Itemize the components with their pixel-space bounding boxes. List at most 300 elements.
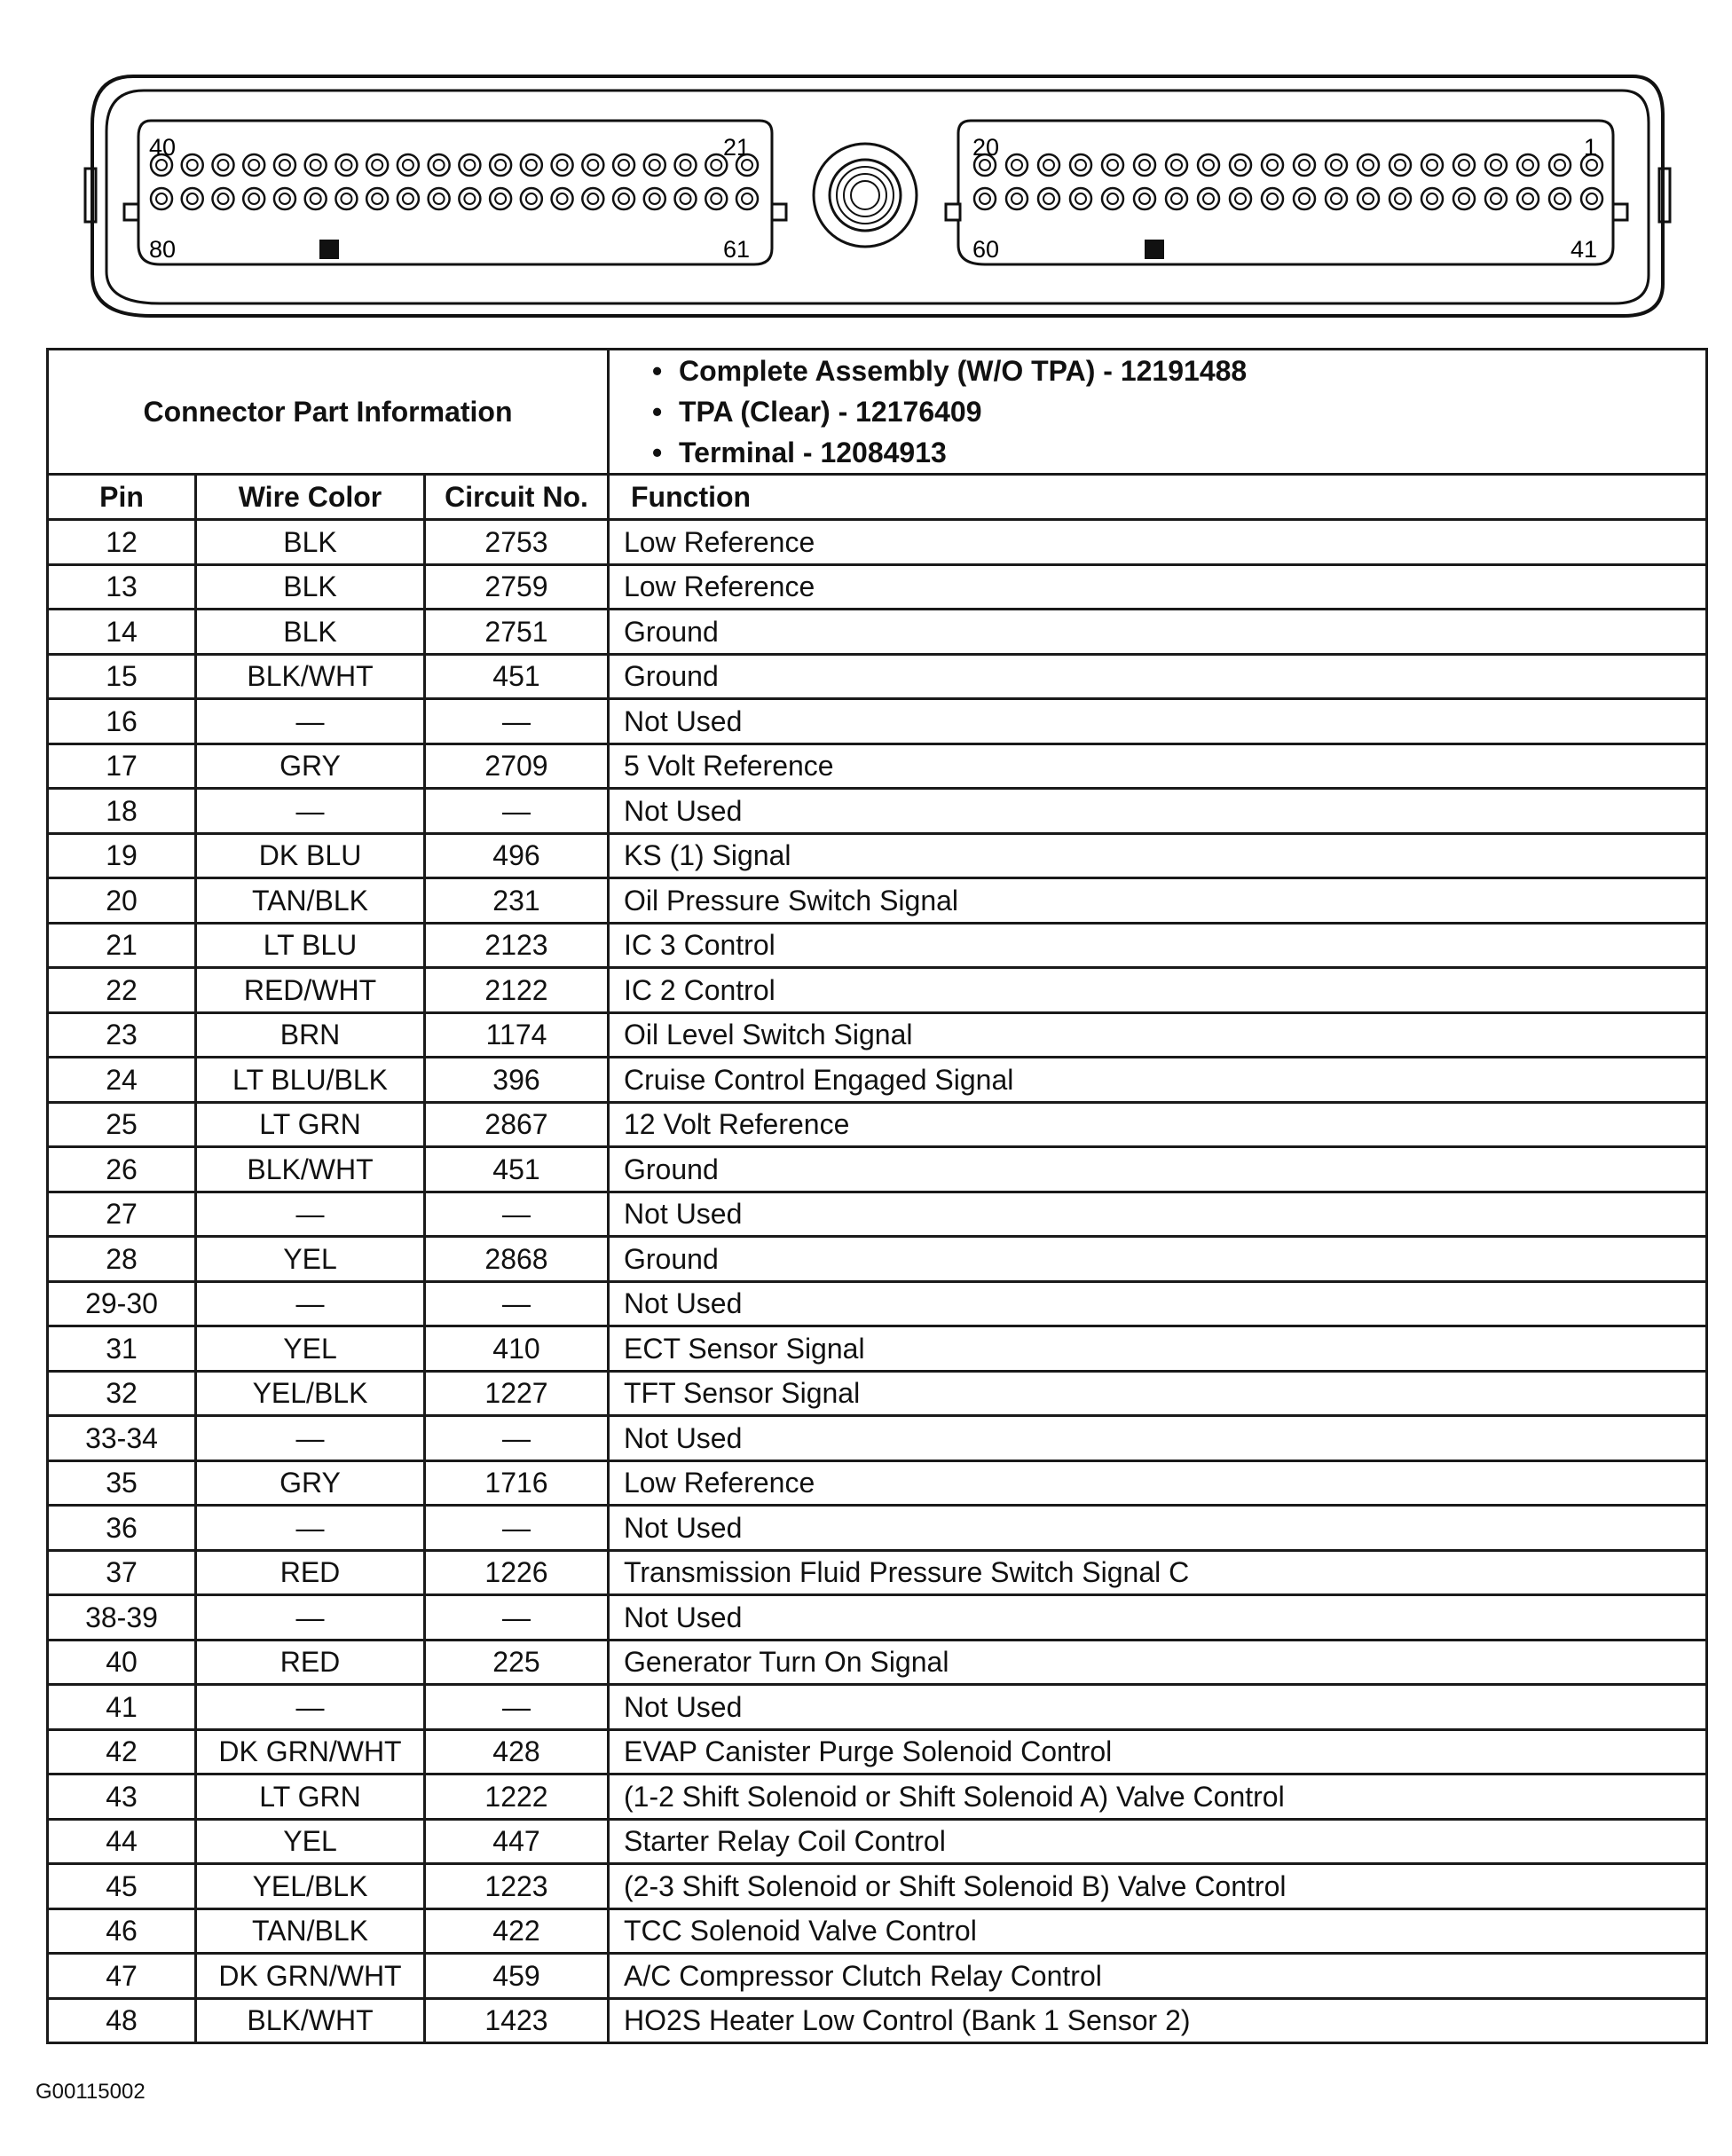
pin-socket-inner <box>1267 193 1278 204</box>
pin-cell: 37 <box>48 1550 196 1595</box>
table-row <box>48 878 1707 924</box>
pin-socket-inner <box>1203 193 1214 204</box>
pin-socket-inner <box>557 160 568 170</box>
pin-socket <box>1038 188 1059 209</box>
table-row <box>48 1819 1707 1864</box>
circuit-cell: 428 <box>425 1729 609 1774</box>
pin-cell: 40 <box>48 1640 196 1685</box>
pin-socket-inner <box>279 160 290 170</box>
pin-socket <box>521 154 542 176</box>
table-row <box>48 1864 1707 1909</box>
header-function: Function <box>609 475 1707 520</box>
table-body <box>48 520 1707 2043</box>
table-row <box>48 1281 1707 1326</box>
circuit-cell: 451 <box>425 654 609 699</box>
pin-socket <box>1453 154 1475 176</box>
wire-color-cell: YEL <box>196 1819 425 1864</box>
table-row <box>48 1058 1707 1103</box>
pin-cell: 25 <box>48 1102 196 1147</box>
wire-color-cell: — <box>196 1192 425 1237</box>
pin-socket-inner <box>248 160 259 170</box>
circuit-cell: — <box>425 1595 609 1641</box>
pin-socket-inner <box>980 193 990 204</box>
pin-socket-inner <box>1107 160 1118 170</box>
circuit-cell: — <box>425 1416 609 1461</box>
pin-socket <box>552 154 573 176</box>
wire-color-cell: RED/WHT <box>196 968 425 1013</box>
pin-socket-inner <box>1012 193 1022 204</box>
pin-socket-inner <box>980 160 990 170</box>
table-header-row <box>48 475 1707 520</box>
wire-color-cell: LT BLU <box>196 923 425 968</box>
pin-socket <box>1549 154 1571 176</box>
wire-color-cell: BLK <box>196 564 425 610</box>
table-row <box>48 789 1707 834</box>
pin-socket-inner <box>1491 193 1501 204</box>
pin-socket-inner <box>1395 193 1405 204</box>
circuit-cell: 1226 <box>425 1550 609 1595</box>
pin-socket <box>1262 154 1283 176</box>
function-cell: HO2S Heater Low Control (Bank 1 Sensor 2) <box>609 1998 1707 2043</box>
pin-socket-inner <box>311 193 321 204</box>
pin-socket-inner <box>1235 160 1246 170</box>
wire-color-cell: LT GRN <box>196 1774 425 1820</box>
pin-cell: 45 <box>48 1864 196 1909</box>
pin-socket-inner <box>1459 160 1469 170</box>
pin-socket <box>1421 154 1443 176</box>
circuit-cell: 1716 <box>425 1460 609 1506</box>
pin-socket-inner <box>217 193 228 204</box>
wire-color-cell: — <box>196 699 425 744</box>
pin-cell: 20 <box>48 878 196 924</box>
table-row <box>48 1237 1707 1282</box>
wire-color-cell: RED <box>196 1640 425 1685</box>
pin-cell: 27 <box>48 1192 196 1237</box>
pin-socket <box>182 188 203 209</box>
pin-socket-inner <box>217 160 228 170</box>
pin-socket-inner <box>526 160 537 170</box>
pin-label-60: 60 <box>972 236 1000 263</box>
pin-cell: 33-34 <box>48 1416 196 1461</box>
pin-socket-inner <box>464 160 475 170</box>
function-cell: TCC Solenoid Valve Control <box>609 1908 1707 1954</box>
right-pin-array <box>974 154 1602 209</box>
pin-socket-inner <box>1171 193 1182 204</box>
function-cell: 5 Volt Reference <box>609 744 1707 789</box>
function-cell: Low Reference <box>609 564 1707 610</box>
pin-socket <box>212 188 233 209</box>
pin-socket-inner <box>1139 193 1150 204</box>
pin-socket <box>1262 188 1283 209</box>
pin-socket-inner <box>742 193 752 204</box>
header-wire-color: Wire Color <box>196 475 425 520</box>
pin-socket-inner <box>681 160 691 170</box>
pin-socket <box>366 154 388 176</box>
wire-color-cell: DK BLU <box>196 833 425 878</box>
function-cell: Not Used <box>609 1685 1707 1730</box>
pin-cell: 48 <box>48 1998 196 2043</box>
pin-cell: 41 <box>48 1685 196 1730</box>
pin-cell: 29-30 <box>48 1281 196 1326</box>
pin-cell: 18 <box>48 789 196 834</box>
table-row <box>48 1102 1707 1147</box>
circuit-cell: 2759 <box>425 564 609 610</box>
pin-cell: 19 <box>48 833 196 878</box>
pin-socket-inner <box>1235 193 1246 204</box>
table-row <box>48 564 1707 610</box>
pin-socket <box>521 188 542 209</box>
part-info-item: • TPA (Clear) - 12176409 <box>652 396 982 428</box>
pin-label-40: 40 <box>149 134 177 161</box>
circuit-cell: 459 <box>425 1954 609 1999</box>
pin-socket <box>429 154 450 176</box>
pin-socket <box>613 154 634 176</box>
pin-cell: 38-39 <box>48 1595 196 1641</box>
pin-socket-inner <box>403 160 413 170</box>
pin-socket-inner <box>1395 160 1405 170</box>
pin-socket-inner <box>495 160 506 170</box>
wire-color-cell: YEL/BLK <box>196 1864 425 1909</box>
wire-color-cell: DK GRN/WHT <box>196 1954 425 1999</box>
pin-socket-inner <box>1491 160 1501 170</box>
pin-socket-inner <box>1299 160 1310 170</box>
pin-socket <box>1166 154 1187 176</box>
function-cell: ECT Sensor Signal <box>609 1326 1707 1372</box>
pin-cell: 12 <box>48 520 196 565</box>
pinout-table <box>46 348 1708 2044</box>
pin-socket <box>305 154 327 176</box>
pin-socket-inner <box>1586 160 1597 170</box>
pin-socket-inner <box>557 193 568 204</box>
pin-socket-inner <box>156 193 167 204</box>
pin-socket-inner <box>587 160 598 170</box>
function-cell: Not Used <box>609 1595 1707 1641</box>
circuit-cell: — <box>425 1192 609 1237</box>
pin-socket-inner <box>1043 160 1054 170</box>
table-row <box>48 1147 1707 1192</box>
pin-cell: 46 <box>48 1908 196 1954</box>
pin-socket-inner <box>279 193 290 204</box>
table-row <box>48 1998 1707 2043</box>
circuit-cell: 2868 <box>425 1237 609 1282</box>
wire-color-cell: RED <box>196 1550 425 1595</box>
pin-socket <box>1421 188 1443 209</box>
pin-socket-inner <box>1523 160 1533 170</box>
table-row <box>48 654 1707 699</box>
right-key-mark <box>1145 240 1164 259</box>
wire-color-cell: YEL/BLK <box>196 1371 425 1416</box>
function-cell: Generator Turn On Signal <box>609 1640 1707 1685</box>
pin-socket-inner <box>1555 160 1565 170</box>
pin-cell: 36 <box>48 1506 196 1551</box>
wire-color-cell: GRY <box>196 1460 425 1506</box>
circuit-cell: 447 <box>425 1819 609 1864</box>
pin-socket-inner <box>372 193 382 204</box>
pin-socket <box>305 188 327 209</box>
pin-socket-inner <box>1523 193 1533 204</box>
pin-socket <box>1485 188 1507 209</box>
wire-color-cell: DK GRN/WHT <box>196 1729 425 1774</box>
pin-socket-inner <box>495 193 506 204</box>
pin-socket-inner <box>1331 193 1342 204</box>
circuit-cell: 1223 <box>425 1864 609 1909</box>
table-row <box>48 1371 1707 1416</box>
table-row <box>48 1012 1707 1058</box>
pin-socket <box>490 154 511 176</box>
pin-socket <box>1230 188 1251 209</box>
pin-socket <box>1102 188 1123 209</box>
table-row <box>48 1774 1707 1820</box>
pin-cell: 15 <box>48 654 196 699</box>
pin-socket <box>582 188 603 209</box>
pin-cell: 23 <box>48 1012 196 1058</box>
pin-socket-inner <box>1171 160 1182 170</box>
wire-color-cell: BLK/WHT <box>196 1147 425 1192</box>
pin-socket-inner <box>187 160 198 170</box>
pin-socket-inner <box>372 160 382 170</box>
pin-socket-inner <box>341 193 351 204</box>
pin-socket <box>644 154 665 176</box>
pin-socket <box>1549 188 1571 209</box>
pin-socket-inner <box>1107 193 1118 204</box>
pin-cell: 21 <box>48 923 196 968</box>
pin-cell: 14 <box>48 610 196 655</box>
circuit-cell: — <box>425 1506 609 1551</box>
function-cell: Ground <box>609 610 1707 655</box>
pin-socket <box>582 154 603 176</box>
pin-label-61: 61 <box>722 236 750 263</box>
part-info-row <box>48 350 1707 475</box>
pin-socket <box>398 188 419 209</box>
pin-socket <box>335 188 357 209</box>
circuit-cell: 2753 <box>425 520 609 565</box>
pin-socket-inner <box>711 160 721 170</box>
connector-diagram <box>80 71 1677 324</box>
pin-socket-inner <box>434 193 445 204</box>
part-info-item: • Terminal - 12084913 <box>652 437 947 468</box>
table-row <box>48 1460 1707 1506</box>
wire-color-cell: BRN <box>196 1012 425 1058</box>
wire-color-cell: TAN/BLK <box>196 878 425 924</box>
wire-color-cell: YEL <box>196 1326 425 1372</box>
pin-socket-inner <box>650 193 660 204</box>
circuit-cell: 1222 <box>425 1774 609 1820</box>
table-row <box>48 1908 1707 1954</box>
pin-socket-inner <box>526 193 537 204</box>
wire-color-cell: LT GRN <box>196 1102 425 1147</box>
pin-socket <box>335 154 357 176</box>
pin-cell: 44 <box>48 1819 196 1864</box>
function-cell: Oil Level Switch Signal <box>609 1012 1707 1058</box>
pin-socket-inner <box>1139 160 1150 170</box>
wire-color-cell: — <box>196 1595 425 1641</box>
part-info-list <box>609 350 1707 475</box>
wire-color-cell: — <box>196 1685 425 1730</box>
circuit-cell: 2867 <box>425 1102 609 1147</box>
circuit-cell: — <box>425 1281 609 1326</box>
function-cell: Ground <box>609 1237 1707 1282</box>
pin-socket <box>675 154 697 176</box>
table-row <box>48 1326 1707 1372</box>
wire-color-cell: BLK/WHT <box>196 1998 425 2043</box>
table-row <box>48 923 1707 968</box>
table-row <box>48 1550 1707 1595</box>
pin-cell: 13 <box>48 564 196 610</box>
pin-socket-inner <box>587 193 598 204</box>
table-row <box>48 520 1707 565</box>
pin-socket <box>736 188 758 209</box>
pin-label-1: 1 <box>1583 134 1597 161</box>
circuit-cell: 396 <box>425 1058 609 1103</box>
pin-socket <box>1453 188 1475 209</box>
table-row <box>48 699 1707 744</box>
pin-socket <box>459 154 480 176</box>
pin-socket <box>182 154 203 176</box>
wire-color-cell: — <box>196 1506 425 1551</box>
function-cell: Cruise Control Engaged Signal <box>609 1058 1707 1103</box>
pin-socket-inner <box>650 160 660 170</box>
table-row <box>48 1595 1707 1641</box>
pin-socket-inner <box>618 160 629 170</box>
pin-socket <box>1166 188 1187 209</box>
pin-socket <box>212 154 233 176</box>
pin-socket <box>1070 154 1091 176</box>
circuit-cell: 231 <box>425 878 609 924</box>
function-cell: Not Used <box>609 1506 1707 1551</box>
function-cell: Oil Pressure Switch Signal <box>609 878 1707 924</box>
pin-socket <box>1517 188 1539 209</box>
pin-socket <box>644 188 665 209</box>
function-cell: 12 Volt Reference <box>609 1102 1707 1147</box>
wire-color-cell: — <box>196 1416 425 1461</box>
circuit-cell: 1423 <box>425 1998 609 2043</box>
circuit-cell: 2122 <box>425 968 609 1013</box>
pin-socket <box>1358 188 1379 209</box>
function-cell: Not Used <box>609 1281 1707 1326</box>
function-cell: Not Used <box>609 699 1707 744</box>
pin-socket <box>1326 154 1347 176</box>
left-pin-array <box>151 154 758 209</box>
pin-socket-inner <box>1586 193 1597 204</box>
pin-cell: 24 <box>48 1058 196 1103</box>
circuit-cell: 2751 <box>425 610 609 655</box>
circuit-cell: 2709 <box>425 744 609 789</box>
pin-cell: 16 <box>48 699 196 744</box>
pin-socket-inner <box>1043 193 1054 204</box>
function-cell: Ground <box>609 1147 1707 1192</box>
pin-socket <box>1134 154 1155 176</box>
pin-socket <box>1390 188 1411 209</box>
function-cell: (2-3 Shift Solenoid or Shift Solenoid B) Valve Control <box>609 1864 1707 1909</box>
pin-socket-inner <box>341 160 351 170</box>
pin-socket <box>274 154 295 176</box>
pin-socket <box>1294 188 1315 209</box>
wire-color-cell: — <box>196 789 425 834</box>
pin-label-21: 21 <box>722 134 750 161</box>
pin-cell: 26 <box>48 1147 196 1192</box>
part-info-tpa: TPA (Clear) - 12176409 <box>679 396 982 428</box>
pin-socket-inner <box>464 193 475 204</box>
circuit-cell: 451 <box>425 1147 609 1192</box>
pin-socket <box>1358 154 1379 176</box>
circuit-cell: — <box>425 789 609 834</box>
pin-socket <box>1070 188 1091 209</box>
circuit-cell: 422 <box>425 1908 609 1954</box>
wire-color-cell: BLK <box>196 610 425 655</box>
pin-socket <box>613 188 634 209</box>
function-cell: Ground <box>609 654 1707 699</box>
function-cell: Low Reference <box>609 1460 1707 1506</box>
figure-id: G00115002 <box>35 2080 146 2104</box>
part-info-item: • Complete Assembly (W/O TPA) - 12191488 <box>652 355 1248 387</box>
pin-socket <box>243 154 264 176</box>
pin-socket-inner <box>1363 160 1374 170</box>
pin-socket <box>675 188 697 209</box>
pin-socket-inner <box>1555 193 1565 204</box>
pin-socket-inner <box>187 193 198 204</box>
pin-socket <box>1294 154 1315 176</box>
pin-socket-inner <box>618 193 629 204</box>
pin-label-41: 41 <box>1570 236 1597 263</box>
pin-socket <box>459 188 480 209</box>
table-row <box>48 1954 1707 1999</box>
table-row <box>48 968 1707 1013</box>
pin-socket-inner <box>1075 193 1086 204</box>
part-info-label: Connector Part Information <box>48 350 609 475</box>
function-cell: Not Used <box>609 1192 1707 1237</box>
pin-cell: 35 <box>48 1460 196 1506</box>
pin-socket <box>151 188 172 209</box>
circuit-cell: — <box>425 1685 609 1730</box>
pin-socket <box>1230 154 1251 176</box>
pin-socket <box>366 188 388 209</box>
pin-socket <box>1198 188 1219 209</box>
wire-color-cell: BLK <box>196 520 425 565</box>
pin-socket <box>705 188 727 209</box>
table-row <box>48 1685 1707 1730</box>
pin-socket-inner <box>1075 160 1086 170</box>
pin-socket <box>1326 188 1347 209</box>
wire-color-cell: YEL <box>196 1237 425 1282</box>
part-info-terminal: Terminal - 12084913 <box>679 437 947 468</box>
pin-socket-inner <box>681 193 691 204</box>
function-cell: Starter Relay Coil Control <box>609 1819 1707 1864</box>
circuit-cell: 1227 <box>425 1371 609 1416</box>
pin-socket-inner <box>1427 160 1437 170</box>
pin-socket <box>429 188 450 209</box>
pin-cell: 43 <box>48 1774 196 1820</box>
table-row <box>48 1192 1707 1237</box>
pin-socket <box>552 188 573 209</box>
pin-socket <box>974 188 996 209</box>
wire-color-cell: TAN/BLK <box>196 1908 425 1954</box>
table-row <box>48 1506 1707 1551</box>
function-cell: Transmission Fluid Pressure Switch Signal C <box>609 1550 1707 1595</box>
function-cell: KS (1) Signal <box>609 833 1707 878</box>
pin-cell: 31 <box>48 1326 196 1372</box>
pin-cell: 47 <box>48 1954 196 1999</box>
wire-color-cell: GRY <box>196 744 425 789</box>
pin-socket-inner <box>434 160 445 170</box>
pin-socket-inner <box>1299 193 1310 204</box>
pin-cell: 28 <box>48 1237 196 1282</box>
pin-cell: 42 <box>48 1729 196 1774</box>
left-key-mark <box>319 240 339 259</box>
function-cell: Not Used <box>609 789 1707 834</box>
pin-cell: 17 <box>48 744 196 789</box>
pin-socket-inner <box>742 160 752 170</box>
pin-socket <box>1581 188 1602 209</box>
